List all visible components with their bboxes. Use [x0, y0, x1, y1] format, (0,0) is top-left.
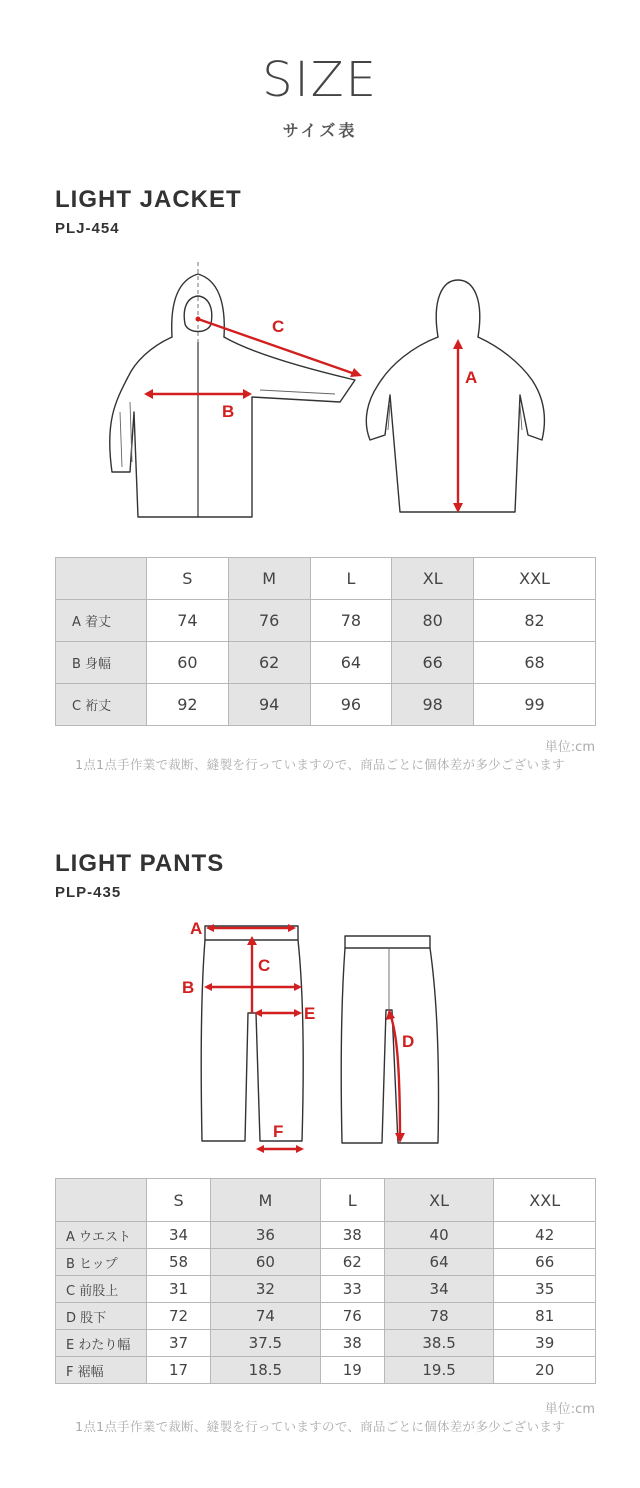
row-label: F 裾幅 [56, 1357, 147, 1384]
pants-code: PLP-435 [55, 884, 122, 901]
pants-label-c: C [258, 956, 271, 975]
table-row [56, 1303, 596, 1330]
table-cell: 38 [320, 1222, 384, 1249]
table-row [56, 1357, 596, 1384]
pants-note: 1点1点手作業で裁断、縫製を行っていますので、商品ごとに個体差が多少ございます [75, 1419, 565, 1434]
jacket-name: LIGHT JACKET [55, 186, 242, 213]
jacket-front-illustration [100, 262, 370, 522]
jacket-table-header [56, 558, 596, 600]
table-cell: 35 [494, 1276, 596, 1303]
table-cell: 34 [384, 1276, 494, 1303]
table-cell: 36 [211, 1222, 321, 1249]
table-cell: 76 [320, 1303, 384, 1330]
jacket-unit: 単位:cm [544, 740, 595, 755]
row-label: A ウエスト [56, 1222, 147, 1249]
table-cell: 37.5 [211, 1330, 321, 1357]
pants-front-illustration [180, 918, 330, 1158]
table-cell: 60 [211, 1249, 321, 1276]
pants-label-b: B [182, 978, 195, 997]
table-cell: 78 [384, 1303, 494, 1330]
row-label: A 着丈 [56, 600, 147, 642]
table-cell: 33 [320, 1276, 384, 1303]
size-header: L [320, 1179, 384, 1222]
table-row [56, 1330, 596, 1357]
table-corner [56, 1179, 147, 1222]
table-cell: 76 [228, 600, 310, 642]
table-cell: 31 [147, 1276, 211, 1303]
table-cell: 66 [392, 642, 474, 684]
table-cell: 62 [320, 1249, 384, 1276]
size-header: XL [392, 558, 474, 600]
jacket-note: 1点1点手作業で裁断、縫製を行っていますので、商品ごとに個体差が多少ございます [75, 757, 565, 772]
table-cell: 18.5 [211, 1357, 321, 1384]
pants-back-illustration [330, 930, 450, 1150]
table-cell: 78 [310, 600, 392, 642]
table-cell: 74 [211, 1303, 321, 1330]
table-cell: 34 [147, 1222, 211, 1249]
table-cell: 60 [147, 642, 229, 684]
table-cell: 38.5 [384, 1330, 494, 1357]
row-label: C 前股上 [56, 1276, 147, 1303]
pants-label-a: A [190, 919, 203, 938]
table-cell: 98 [392, 684, 474, 726]
table-cell: 39 [494, 1330, 596, 1357]
size-header: S [147, 558, 229, 600]
table-cell: 40 [384, 1222, 494, 1249]
table-cell: 92 [147, 684, 229, 726]
pants-label-e: E [304, 1004, 316, 1023]
jacket-code: PLJ-454 [55, 220, 120, 237]
table-cell: 32 [211, 1276, 321, 1303]
jacket-label-b: B [222, 402, 235, 421]
jacket-back-illustration [360, 275, 550, 520]
table-cell: 64 [310, 642, 392, 684]
pants-label-f: F [273, 1122, 284, 1141]
table-cell: 82 [474, 600, 596, 642]
table-row [56, 1249, 596, 1276]
table-cell: 64 [384, 1249, 494, 1276]
table-row [56, 642, 596, 684]
table-corner [56, 558, 147, 600]
table-cell: 74 [147, 600, 229, 642]
row-label: B ヒップ [56, 1249, 147, 1276]
size-header: XL [384, 1179, 494, 1222]
size-header: S [147, 1179, 211, 1222]
table-cell: 68 [474, 642, 596, 684]
row-label: E わたり幅 [56, 1330, 147, 1357]
table-cell: 99 [474, 684, 596, 726]
page-subtitle: サイズ表 [282, 121, 358, 140]
jacket-label-c: C [272, 317, 285, 336]
table-cell: 94 [228, 684, 310, 726]
table-cell: 66 [494, 1249, 596, 1276]
table-cell: 37 [147, 1330, 211, 1357]
row-label: B 身幅 [56, 642, 147, 684]
pants-name: LIGHT PANTS [55, 850, 225, 877]
size-header: L [310, 558, 392, 600]
size-header: XXL [474, 558, 596, 600]
table-row [56, 1222, 596, 1249]
row-label: C 裄丈 [56, 684, 147, 726]
page-title: SIZE [262, 52, 378, 108]
table-cell: 96 [310, 684, 392, 726]
table-cell: 20 [494, 1357, 596, 1384]
table-cell: 81 [494, 1303, 596, 1330]
pants-unit: 単位:cm [544, 1402, 595, 1417]
table-cell: 58 [147, 1249, 211, 1276]
table-row [56, 600, 596, 642]
table-cell: 17 [147, 1357, 211, 1384]
table-cell: 72 [147, 1303, 211, 1330]
pants-table-header [56, 1179, 596, 1222]
size-header: XXL [494, 1179, 596, 1222]
table-cell: 62 [228, 642, 310, 684]
size-header: M [211, 1179, 321, 1222]
table-cell: 42 [494, 1222, 596, 1249]
table-cell: 80 [392, 600, 474, 642]
jacket-label-a: A [465, 368, 478, 387]
table-cell: 19 [320, 1357, 384, 1384]
table-row [56, 1276, 596, 1303]
table-cell: 19.5 [384, 1357, 494, 1384]
pants-label-d: D [402, 1032, 415, 1051]
table-row [56, 684, 596, 726]
pants-size-table [55, 1178, 596, 1384]
row-label: D 股下 [56, 1303, 147, 1330]
size-header: M [228, 558, 310, 600]
jacket-size-table [55, 557, 596, 726]
table-cell: 38 [320, 1330, 384, 1357]
